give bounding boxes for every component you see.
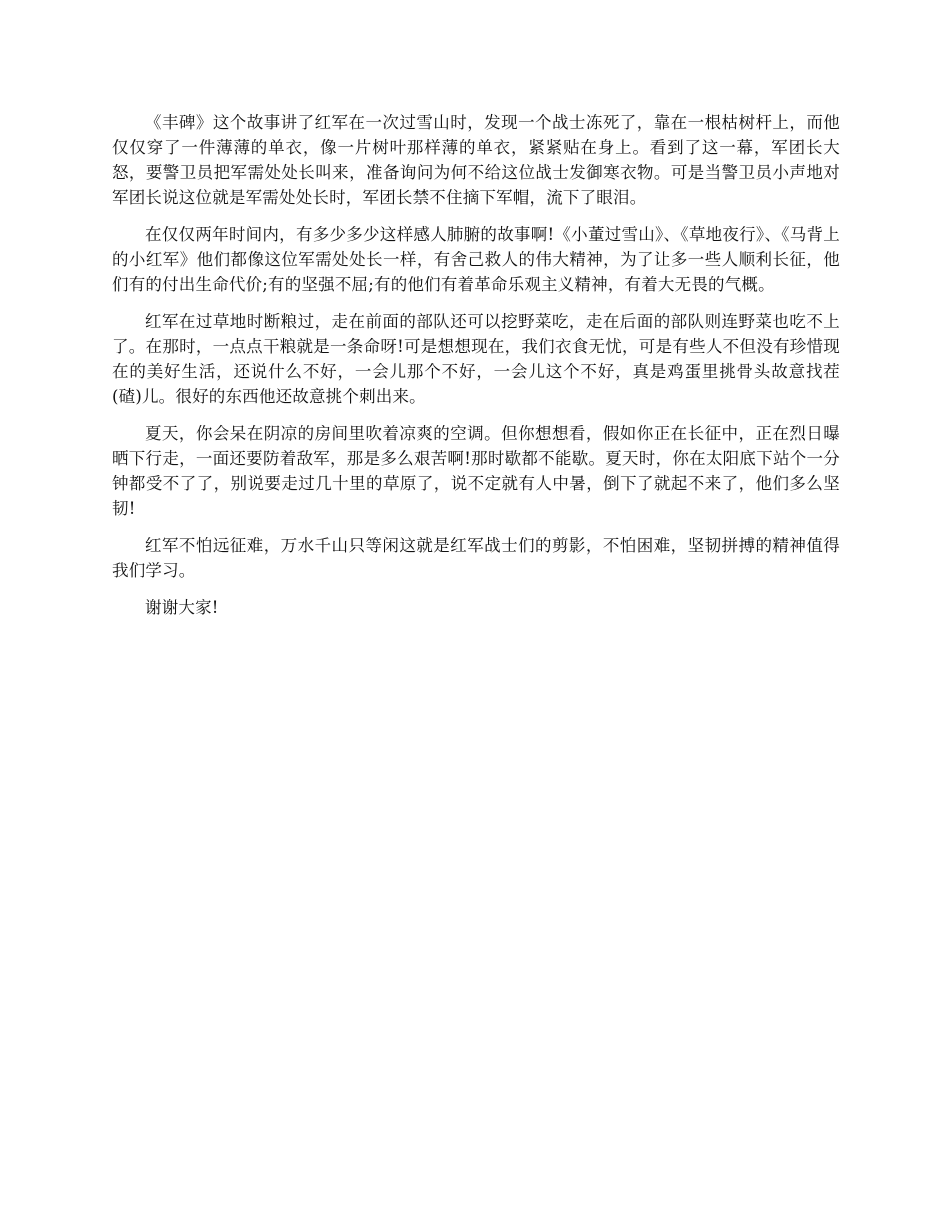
paragraph-grassland-food: 红军在过草地时断粮过，走在前面的部队还可以挖野菜吃，走在后面的部队则连野菜也吃不上了。在那时，一点点干粮就是一条命呀!可是想想现在，我们衣食无忧，可是有些人不但没有珍惜现在的美好生活，还说什么不好，一会儿那个不好，一会儿这个不好，真是鸡蛋里挑骨头故意找茬(碴)儿。很好的东西他还故意挑个刺出来。 xyxy=(112,312,840,406)
paragraph-red-army-spirit: 红军不怕远征难，万水千山只等闲这就是红军战士们的剪影，不怕困难，坚韧拼搏的精神值得我们学习。 xyxy=(112,536,840,580)
paragraph-fengbei-story: 《丰碑》这个故事讲了红军在一次过雪山时，发现一个战士冻死了，靠在一根枯树杆上，而他仅仅穿了一件薄薄的单衣，像一片树叶那样薄的单衣，紧紧贴在身上。看到了这一幕，军团长大怒，要警卫员把军需处处长叫来，准备询问为何不给这位战士发御寒衣物。可是当警卫员小声地对军团长说这位就是军需处处长时，军团长禁不住摘下军帽，流下了眼泪。 xyxy=(112,113,840,207)
paragraph-touching-stories: 在仅仅两年时间内，有多少多少这样感人肺腑的故事啊!《小董过雪山》、《草地夜行》、《马背上的小红军》他们都像这位军需处处长一样，有舍己救人的伟大精神，为了让多一些人顺利长征，他们有的付出生命代价;有的坚强不屈;有的他们有着革命乐观主义精神，有着大无畏的气概。 xyxy=(112,225,840,294)
paragraph-closing: 谢谢大家! xyxy=(145,598,219,617)
document-body xyxy=(112,110,840,632)
paragraph-summer-comparison: 夏天，你会呆在阴凉的房间里吹着凉爽的空调。但你想想看，假如你正在长征中，正在烈日曝晒下行走，一面还要防着敌军，那是多么艰苦啊!那时歇都不能歇。夏天时，你在太阳底下站个一分钟都受不了了，别说要走过几十里的草原了，说不定就有人中暑，倒下了就起不来了，他们多么坚韧! xyxy=(112,424,840,518)
